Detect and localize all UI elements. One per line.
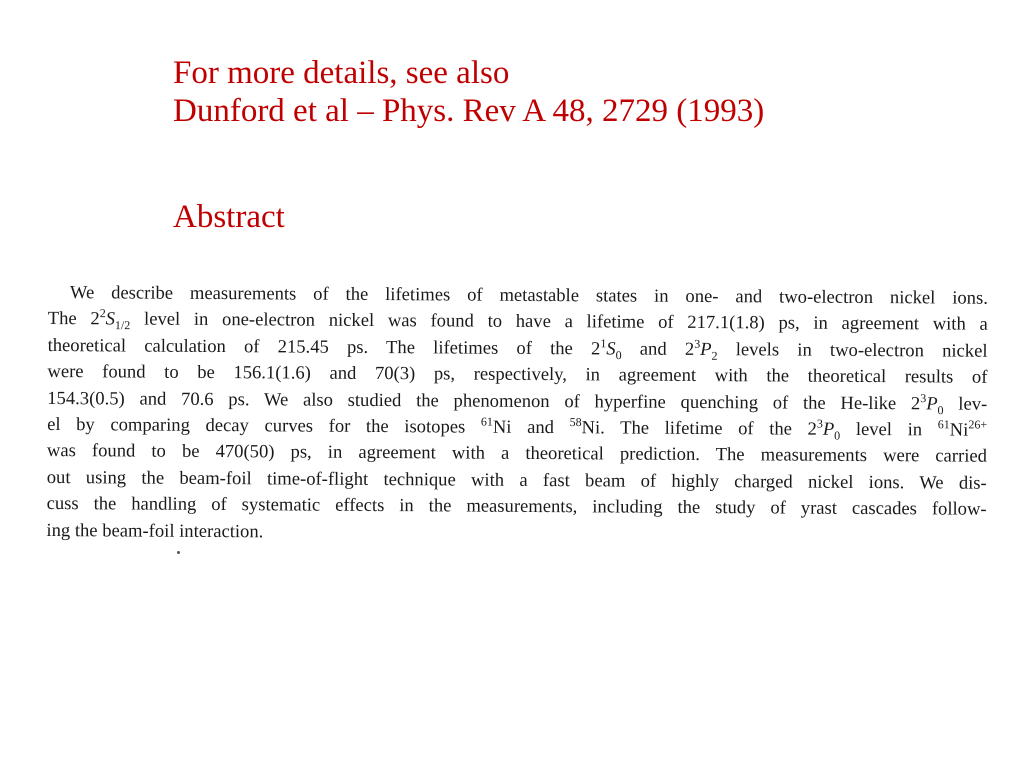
reference-note xyxy=(173,54,764,130)
abstract-body xyxy=(46,280,988,550)
abstract-line-8: out using the beam-foil time-of-flight technique with a fast beam of highly charged nickel ions. We dis- xyxy=(46,466,987,494)
abstract-line-1: We describe measurements of the lifetimes of metastable states in one- and two-electron nickel ions. xyxy=(69,282,988,309)
reference-intro: For more details, see also xyxy=(173,55,510,91)
abstract-line-6: el by comparing decay curves for the isotopes $^{61}$Ni and $^{58}$Ni. The lifetime of the $2^3P_0$ level in $^{61}Ni^{26+}$ xyxy=(47,414,988,443)
abstract-line-2: The $2^2S_{1/2}$ level in one-electron nickel was found to have a lifetime of 217.1(1.8) ps, in agreement with a xyxy=(47,306,988,336)
abstract-heading: Abstract xyxy=(173,199,285,235)
abstract-line-5: 154.3(0.5) and 70.6 ps. We also studied the phenomenon of hyperfine quenching of the He-like $2^3P_0$ lev- xyxy=(47,387,988,417)
reference-citation: Dunford et al – Phys. Rev A 48, 2729 (1993) xyxy=(173,93,765,129)
abstract-line-7: was found to be 470(50) ps, in agreement with a theoretical prediction. The measurements were carried xyxy=(46,440,988,468)
scan-speck xyxy=(177,551,180,554)
abstract-line-4: were found to be 156.1(1.6) and 70(3) ps, respectively, in agreement with the theoretical results of xyxy=(47,361,988,388)
abstract-line-9: cuss the handling of systematic effects in the measurements, including the study of yrast cascades follow- xyxy=(46,493,987,520)
abstract-line-3: theoretical calculation of 215.45 ps. The lifetimes of the $2^1S_0$ and $2^3P_2$ levels in two-electron nickel xyxy=(47,334,988,363)
abstract-line-10: ing the beam-foil interaction. xyxy=(46,519,264,542)
